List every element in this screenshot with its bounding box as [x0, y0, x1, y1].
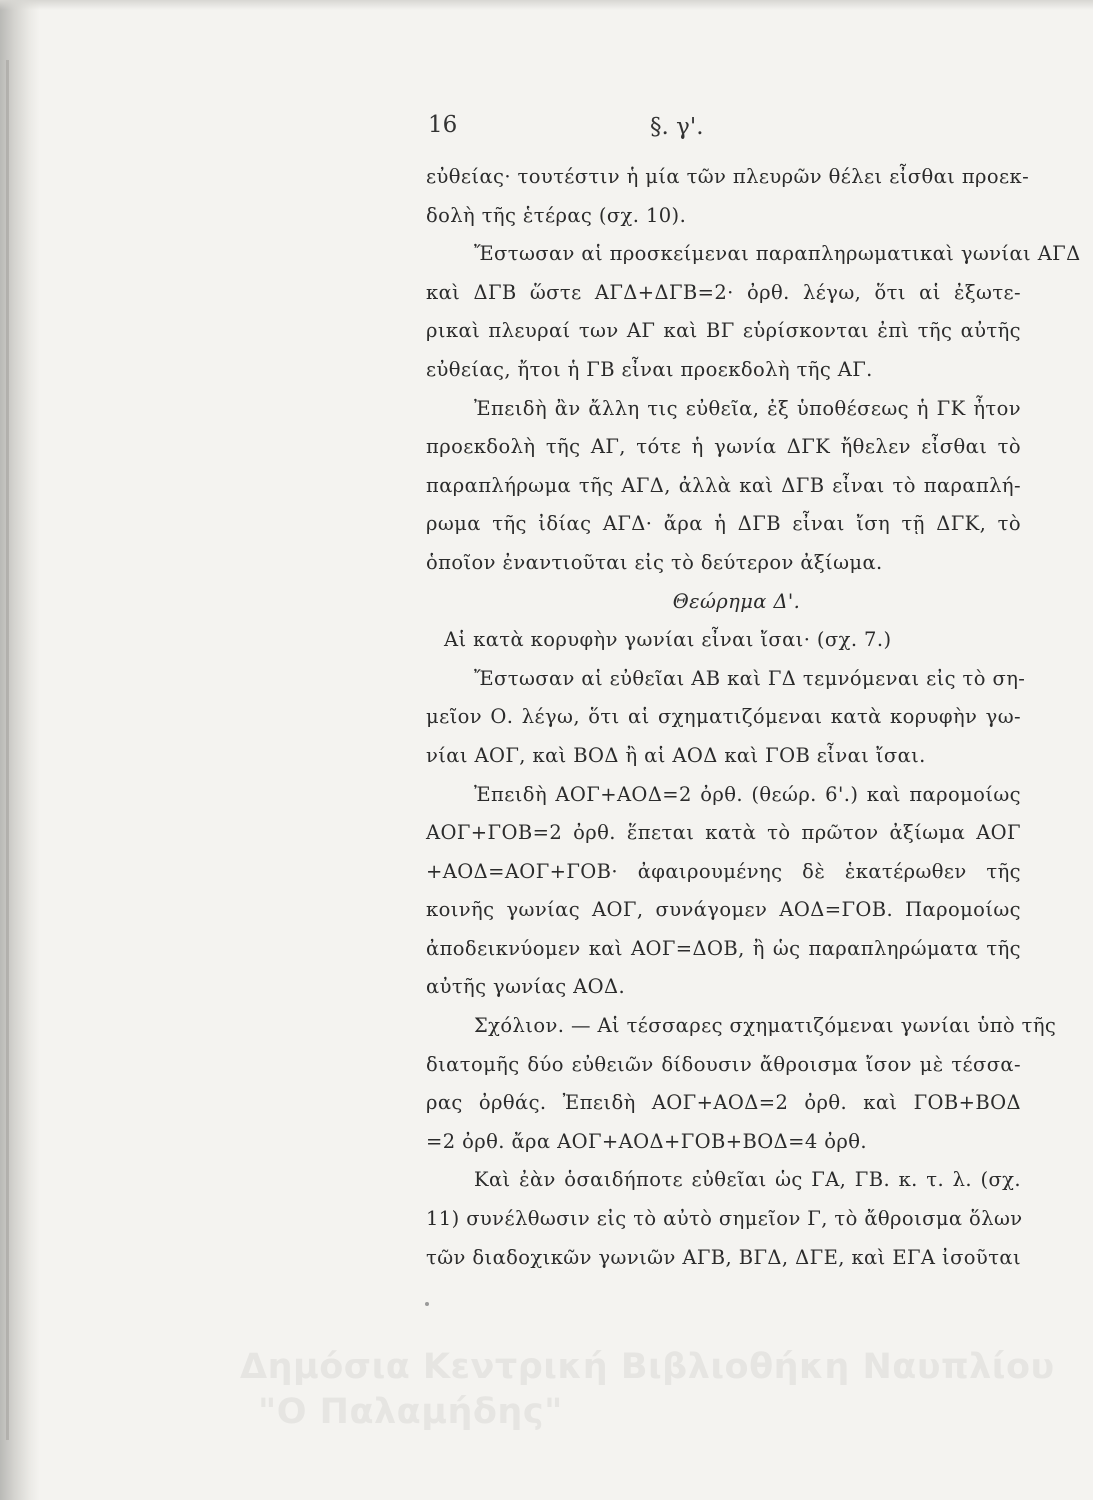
section-mark: §. γ'. — [650, 114, 704, 140]
text-line: Ἐπειδὴ ΑΟΓ+ΑΟΔ=2 ὀρθ. (θεώρ. 6'.) καὶ παρομοίως — [474, 782, 1021, 806]
text-line: παραπλήρωμα τῆς ΑΓΔ, ἀλλὰ καὶ ΔΓΒ εἶναι τὸ παραπλή- — [426, 473, 1021, 497]
theorem-heading: Θεώρημα Δ'. — [672, 589, 801, 613]
text-line: +ΑΟΔ=ΑΟΓ+ΓΟΒ· ἀφαιρουμένης δὲ ἑκατέρωθεν τῆς — [426, 859, 1021, 883]
text-line: =2 ὀρθ. ἄρα ΑΟΓ+ΑΟΔ+ΓΟΒ+ΒΟΔ=4 ὀρθ. — [426, 1129, 867, 1153]
text-line: εὐθείας· τουτέστιν ἡ μία τῶν πλευρῶν θέλει εἶσθαι προεκ- — [426, 165, 1030, 188]
text-line: ρας ὀρθάς. Ἐπειδὴ ΑΟΓ+ΑΟΔ=2 ὀρθ. καὶ ΓΟΒ+ΒΟΔ — [426, 1091, 1021, 1115]
text-line: Ἔστωσαν αἱ προσκείμεναι παραπληρωματικαὶ γωνίαι ΑΓΔ — [474, 242, 1081, 266]
text-line: Ἔστωσαν αἱ εὐθεῖαι ΑΒ καὶ ΓΔ τεμνόμεναι εἰς τὸ ση- — [474, 666, 1026, 690]
text-line: 11) συνέλθωσιν εἰς τὸ αὐτὸ σημεῖον Γ, τὸ ἄθροισμα ὅλων — [426, 1207, 1023, 1231]
text-line: προεκδολὴ τῆς ΑΓ, τότε ἡ γωνία ΔΓΚ ἤθελεν εἶσθαι τὸ — [426, 435, 1021, 459]
ink-speck — [425, 1302, 429, 1306]
text-line: μεῖον Ο. λέγω, ὅτι αἱ σχηματιζόμεναι κατὰ κορυφὴν γω- — [426, 705, 1021, 729]
scholium-line: Σχόλιον. — Αἱ τέσσαρες σχηματιζόμεναι γωνίαι ὑπὸ τῆς — [474, 1014, 1057, 1038]
watermark-line-1: Δημόσια Κεντρική Βιβλιοθήκη Ναυπλίου — [240, 1347, 1055, 1387]
text-line: κοινῆς γωνίας ΑΟΓ, συνάγομεν ΑΟΔ=ΓΟΒ. Παρομοίως — [426, 898, 1021, 922]
text-line: εὐθείας, ἤτοι ἡ ΓΒ εἶναι προεκδολὴ τῆς ΑΓ. — [426, 357, 873, 381]
page-number: 16 — [428, 112, 458, 138]
text-line: δολὴ τῆς ἑτέρας (σχ. 10). — [426, 203, 687, 227]
page-top-shadow — [0, 0, 1093, 10]
text-line: νίαι ΑΟΓ, καὶ ΒΟΔ ἢ αἱ ΑΟΔ καὶ ΓΟΒ εἶναι ἴσαι. — [426, 743, 926, 767]
text-line: καὶ ΔΓΒ ὥστε ΑΓΔ+ΔΓΒ=2· ὀρθ. λέγω, ὅτι αἱ ἐξωτε- — [426, 280, 1021, 304]
text-line: ρωμα τῆς ἰδίας ΑΓΔ· ἄρα ἡ ΔΓΒ εἶναι ἴση τῇ ΔΓΚ, τὸ — [426, 512, 1021, 536]
text-line: ἀποδεικνύομεν καὶ ΑΟΓ=ΔΟΒ, ἢ ὡς παραπληρώματα τῆς — [426, 936, 1021, 960]
text-line: ΑΟΓ+ΓΟΒ=2 ὀρθ. ἕπεται κατὰ τὸ πρῶτον ἀξίωμα ΑΟΓ — [426, 821, 1021, 845]
text-line: τῶν διαδοχικῶν γωνιῶν ΑΓΒ, ΒΓΔ, ΔΓΕ, καὶ ΕΓΑ ἰσοῦται — [426, 1245, 1021, 1269]
text-line: Αἱ κατὰ κορυφὴν γωνίαι εἶναι ἴσαι· (σχ. 7.) — [444, 628, 892, 652]
text-line: ὁποῖον ἐναντιοῦται εἰς τὸ δεύτερον ἀξίωμα. — [426, 550, 883, 574]
text-line: αὐτῆς γωνίας ΑΟΔ. — [426, 975, 626, 999]
text-line: ρικαὶ πλευραί των ΑΓ καὶ ΒΓ εὑρίσκονται ἐπὶ τῆς αὐτῆς — [426, 319, 1021, 343]
library-watermark — [240, 1345, 1080, 1435]
text-line: Ἐπειδὴ ἂν ἄλλη τις εὐθεῖα, ἐξ ὑποθέσεως ἡ ΓΚ ἦτον — [474, 396, 1021, 420]
text-line: Καὶ ἐὰν ὁσαιδήποτε εὐθεῖαι ὡς ΓΑ, ΓΒ. κ. τ. λ. (σχ. — [474, 1168, 1021, 1192]
body-text — [426, 158, 1081, 1277]
page-binding-line — [6, 60, 9, 1440]
page-header — [0, 112, 1093, 152]
watermark-line-2: "Ο Παλαμήδης" — [258, 1392, 563, 1432]
text-line: διατομῆς δύο εὐθειῶν δίδουσιν ἄθροισμα ἴσον μὲ τέσσα- — [426, 1052, 1021, 1076]
